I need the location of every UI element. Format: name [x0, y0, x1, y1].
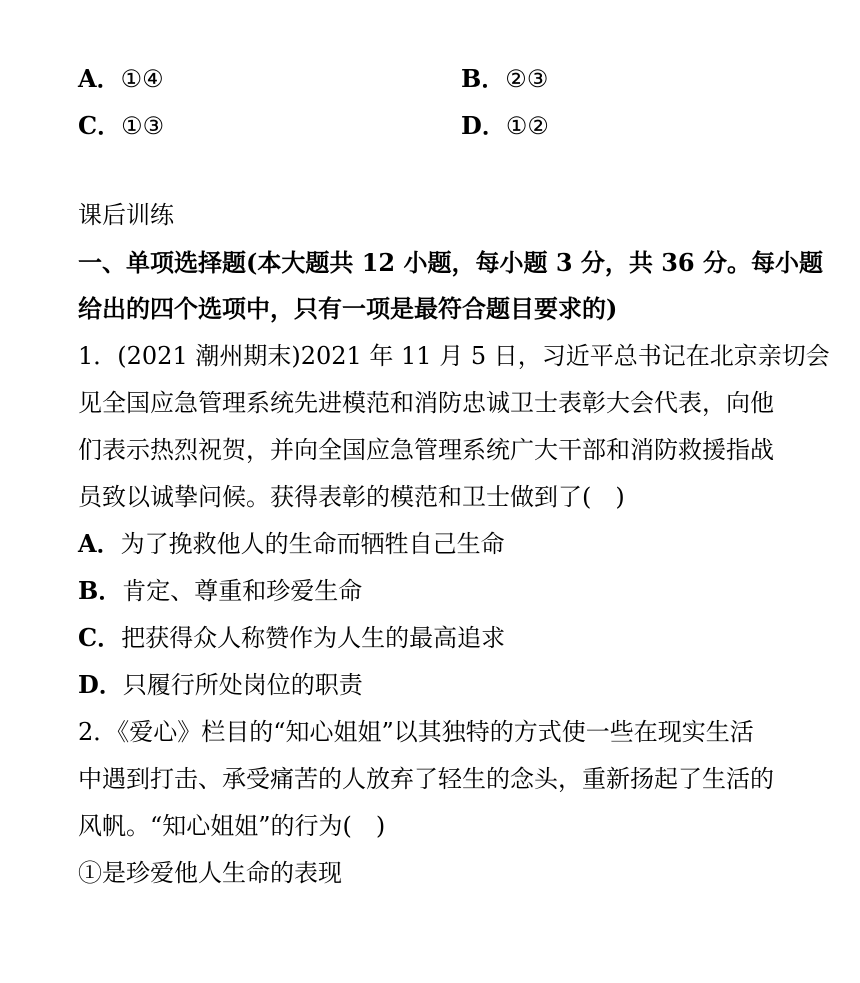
q1-option-d — [78, 670, 788, 700]
section-heading-line-2: 给出的四个选项中，只有一项是最符合题目要求的) — [78, 294, 618, 323]
prev-option-c-text: ①③ — [121, 112, 165, 140]
q1-option-d-letter: D． — [78, 670, 123, 699]
q1-stem-line-4: 员致以诚挚问候。获得表彰的模范和卫士做到了( ) — [78, 483, 625, 511]
q1-stem-line-1: 1．(2021 潮州期末)2021 年 11 月 5 日，习近平总书记在北京亲切会 — [78, 342, 830, 370]
q1-option-a-text: 为了挽救他人的生命而牺牲自己生命 — [120, 530, 505, 558]
q2-stem-line-2: 中遇到打击、承受痛苦的人放弃了轻生的念头，重新扬起了生活的 — [78, 765, 774, 793]
prev-option-d-letter: D． — [461, 111, 506, 140]
prev-option-a — [78, 64, 164, 94]
section-heading-line-1: 一、单项选择题(本大题共 12 小题，每小题 3 分，共 36 分。每小题 — [78, 248, 823, 277]
prev-option-c — [78, 111, 164, 141]
q1-option-c — [78, 623, 788, 653]
prev-option-b-text: ②③ — [505, 65, 549, 93]
q2-stem-line-3: 风帆。“知心姐姐”的行为( ) — [78, 812, 386, 840]
q2-stem-line-1: 2．《爱心》栏目的“知心姐姐”以其独特的方式使一些在现实生活 — [78, 718, 754, 746]
prev-option-a-letter: A． — [78, 64, 121, 93]
prev-option-d — [461, 111, 549, 141]
prev-option-b — [461, 64, 548, 94]
q1-option-b — [78, 576, 788, 606]
prev-option-b-letter: B． — [461, 64, 506, 93]
prev-option-a-text: ①④ — [120, 65, 164, 93]
q1-option-b-text: 肯定、尊重和珍爱生命 — [122, 577, 363, 605]
q1-option-b-letter: B． — [78, 576, 123, 605]
q1-option-d-text: 只履行所处岗位的职责 — [122, 671, 363, 699]
q1-option-a — [78, 529, 788, 559]
q1-option-a-letter: A． — [78, 529, 121, 558]
q1-option-c-letter: C． — [78, 623, 122, 652]
q1-option-c-text: 把获得众人称赞作为人生的最高追求 — [121, 624, 506, 652]
q2-statement-1: ①是珍爱他人生命的表现 — [78, 859, 342, 887]
section-label: 课后训练 — [78, 201, 174, 229]
q1-stem-line-2: 见全国应急管理系统先进模范和消防忠诚卫士表彰大会代表，向他 — [78, 389, 774, 417]
q1-stem-line-3: 们表示热烈祝贺，并向全国应急管理系统广大干部和消防救援指战 — [78, 436, 774, 464]
prev-option-d-text: ①② — [505, 112, 549, 140]
prev-option-c-letter: C． — [78, 111, 122, 140]
